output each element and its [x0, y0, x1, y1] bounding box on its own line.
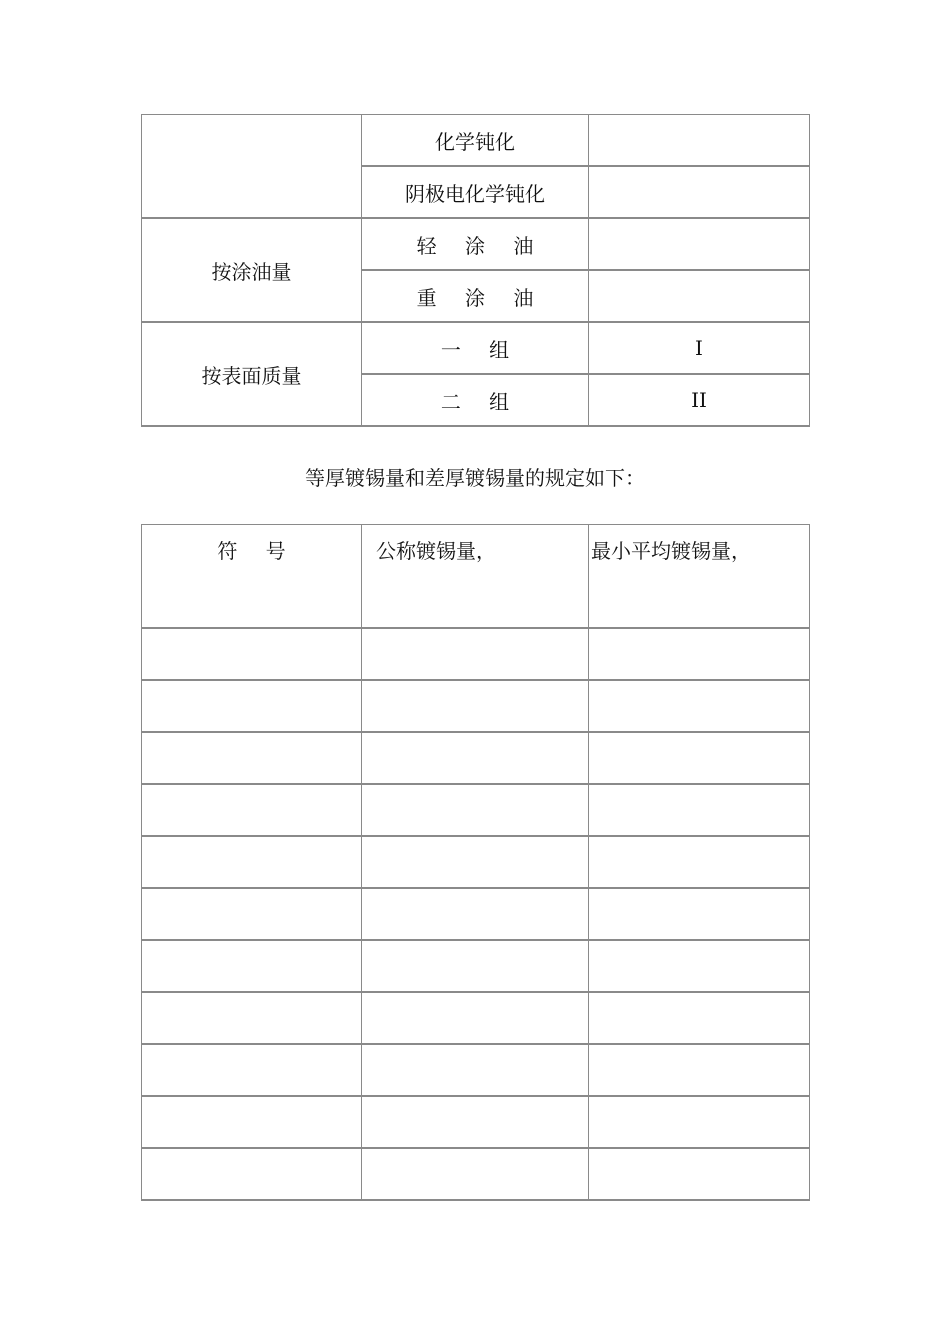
table-cell	[142, 941, 362, 993]
table-cell	[589, 1097, 810, 1149]
header-symbol: 符 号	[142, 525, 362, 629]
table-cell	[142, 993, 362, 1045]
table-cell	[142, 733, 362, 785]
table-cell	[362, 941, 589, 993]
table-row	[142, 993, 810, 1045]
table-cell	[362, 681, 589, 733]
code-cell	[589, 167, 810, 219]
table-cell	[362, 889, 589, 941]
table-row	[142, 941, 810, 993]
header-nominal-coating: 公称镀锡量，	[362, 525, 589, 629]
table-cell	[589, 1149, 810, 1201]
table-row	[142, 323, 810, 375]
table-cell	[142, 629, 362, 681]
table-cell	[589, 941, 810, 993]
item-cell: 轻 涂 油	[362, 219, 589, 271]
table-cell	[142, 1097, 362, 1149]
group-cell: 按涂油量	[142, 219, 362, 323]
table-cell	[589, 1045, 810, 1097]
table-row	[142, 219, 810, 271]
table-cell	[362, 629, 589, 681]
table-cell	[142, 785, 362, 837]
code-cell	[589, 115, 810, 167]
table-cell	[142, 889, 362, 941]
table-cell	[362, 1045, 589, 1097]
finish-classification-table	[141, 114, 810, 427]
table-row	[142, 115, 810, 167]
code-cell: I	[589, 323, 810, 375]
table-cell	[362, 1149, 589, 1201]
item-cell: 一 组	[362, 323, 589, 375]
table-cell	[589, 681, 810, 733]
table-cell	[362, 1097, 589, 1149]
group-cell: 按表面质量	[142, 323, 362, 427]
table-cell	[589, 993, 810, 1045]
table-row	[142, 889, 810, 941]
table-cell	[362, 993, 589, 1045]
item-cell: 阴极电化学钝化	[362, 167, 589, 219]
header-min-average-coating: 最小平均镀锡量，	[589, 525, 810, 629]
table-cell	[142, 1149, 362, 1201]
table-row	[142, 681, 810, 733]
table-cell	[362, 837, 589, 889]
code-cell	[589, 271, 810, 323]
table-cell	[362, 733, 589, 785]
table-header-row	[142, 525, 810, 629]
item-cell: 二 组	[362, 375, 589, 427]
group-cell	[142, 115, 362, 219]
table-cell	[142, 1045, 362, 1097]
table-cell	[362, 785, 589, 837]
table-cell	[589, 785, 810, 837]
code-cell: II	[589, 375, 810, 427]
item-cell: 化学钝化	[362, 115, 589, 167]
table-row	[142, 1149, 810, 1201]
table-cell	[589, 837, 810, 889]
table-row	[142, 1097, 810, 1149]
table-cell	[589, 733, 810, 785]
table-row	[142, 629, 810, 681]
table-cell	[142, 837, 362, 889]
table-cell	[142, 681, 362, 733]
section-caption: 等厚镀锡量和差厚镀锡量的规定如下：	[305, 466, 645, 490]
table-cell	[589, 889, 810, 941]
table-row	[142, 837, 810, 889]
code-cell	[589, 219, 810, 271]
table-row	[142, 1045, 810, 1097]
table-cell	[589, 629, 810, 681]
tin-coating-table	[141, 524, 810, 1201]
table-row	[142, 733, 810, 785]
item-cell: 重 涂 油	[362, 271, 589, 323]
table-row	[142, 785, 810, 837]
